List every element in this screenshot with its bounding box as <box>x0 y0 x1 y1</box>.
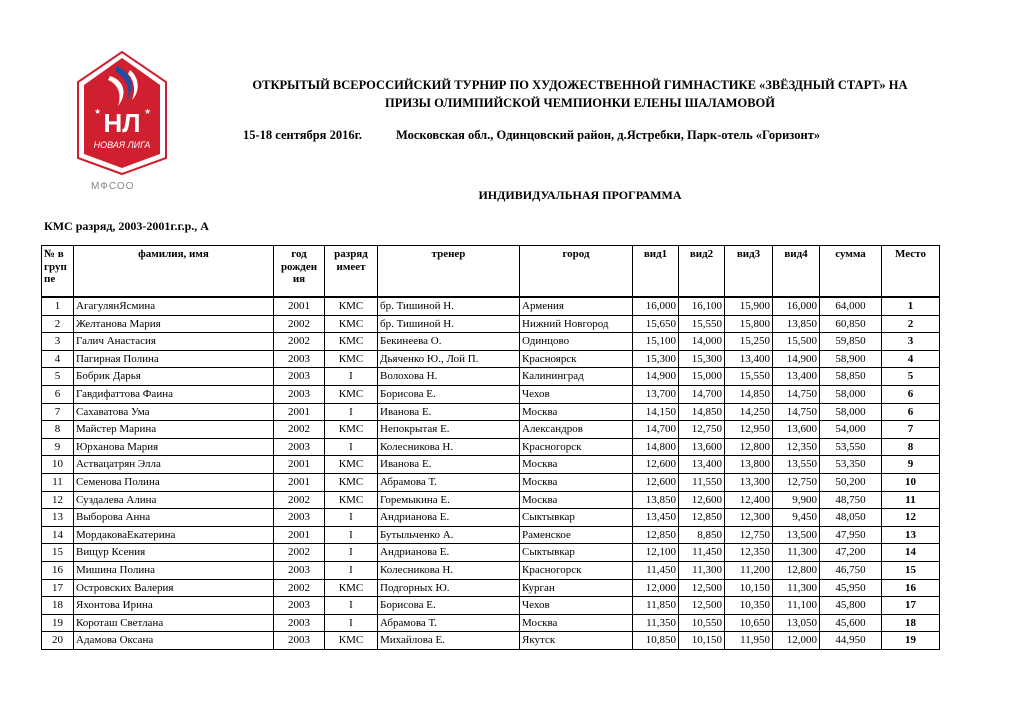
cell-event3: 14,250 <box>725 403 773 421</box>
cell-event2: 12,600 <box>679 491 725 509</box>
logo-subtitle: НОВАЯ ЛИГА <box>93 140 151 150</box>
table-row <box>42 350 940 368</box>
cell-rank: I <box>325 403 378 421</box>
col-total-header: сумма <box>820 246 882 298</box>
cell-birth-year: 2003 <box>274 350 325 368</box>
cell-name: Желтанова Мария <box>74 315 274 333</box>
cell-coach: Борисова Е. <box>378 597 520 615</box>
cell-name: Галич Анастасия <box>74 333 274 351</box>
cell-place: 3 <box>882 333 940 351</box>
cell-total: 60,850 <box>820 315 882 333</box>
cell-birth-year: 2001 <box>274 456 325 474</box>
cell-name: Майстер Марина <box>74 421 274 439</box>
cell-rank: КМС <box>325 385 378 403</box>
cell-event3: 13,300 <box>725 473 773 491</box>
cell-coach: Абрамова Т. <box>378 614 520 632</box>
cell-coach: Подгорных Ю. <box>378 579 520 597</box>
col-event3-header: вид3 <box>725 246 773 298</box>
cell-rank: I <box>325 438 378 456</box>
cell-city: Москва <box>520 456 633 474</box>
cell-event2: 14,700 <box>679 385 725 403</box>
cell-place: 11 <box>882 491 940 509</box>
cell-number: 1 <box>42 297 74 315</box>
cell-name: Семенова Полина <box>74 473 274 491</box>
cell-total: 53,550 <box>820 438 882 456</box>
cell-birth-year: 2003 <box>274 385 325 403</box>
cell-name: Адамова Оксана <box>74 632 274 650</box>
cell-birth-year: 2002 <box>274 315 325 333</box>
cell-event4: 12,750 <box>773 473 820 491</box>
cell-rank: КМС <box>325 350 378 368</box>
cell-name: Аствацатрян Элла <box>74 456 274 474</box>
cell-event3: 12,300 <box>725 509 773 527</box>
cell-number: 14 <box>42 526 74 544</box>
cell-place: 2 <box>882 315 940 333</box>
cell-event4: 13,550 <box>773 456 820 474</box>
cell-event4: 13,850 <box>773 315 820 333</box>
cell-rank: КМС <box>325 579 378 597</box>
cell-city: Москва <box>520 473 633 491</box>
cell-event3: 15,900 <box>725 297 773 315</box>
table-row <box>42 315 940 333</box>
cell-name: АгагулянЯсмина <box>74 297 274 315</box>
cell-birth-year: 2002 <box>274 544 325 562</box>
table-row <box>42 491 940 509</box>
cell-total: 59,850 <box>820 333 882 351</box>
col-place-header: Место <box>882 246 940 298</box>
cell-number: 17 <box>42 579 74 597</box>
cell-coach: Дьяченко Ю., Лой П. <box>378 350 520 368</box>
logo-org: МФСОО <box>91 181 135 192</box>
cell-place: 4 <box>882 350 940 368</box>
table-row <box>42 385 940 403</box>
cell-total: 50,200 <box>820 473 882 491</box>
cell-rank: КМС <box>325 632 378 650</box>
cell-event1: 12,600 <box>633 456 679 474</box>
cell-birth-year: 2001 <box>274 473 325 491</box>
cell-number: 15 <box>42 544 74 562</box>
cell-event2: 10,150 <box>679 632 725 650</box>
cell-event1: 14,700 <box>633 421 679 439</box>
table-row <box>42 333 940 351</box>
table-row <box>42 368 940 386</box>
cell-rank: КМС <box>325 491 378 509</box>
cell-event3: 10,350 <box>725 597 773 615</box>
cell-rank: I <box>325 614 378 632</box>
cell-coach: Михайлова Е. <box>378 632 520 650</box>
cell-name: Островских Валерия <box>74 579 274 597</box>
cell-city: Армения <box>520 297 633 315</box>
table-row <box>42 421 940 439</box>
cell-coach: Волохова Н. <box>378 368 520 386</box>
cell-event2: 15,000 <box>679 368 725 386</box>
dateline <box>243 128 820 143</box>
novaya-liga-logo <box>74 50 170 194</box>
cell-name: Пагирная Полина <box>74 350 274 368</box>
cell-birth-year: 2003 <box>274 438 325 456</box>
cell-place: 16 <box>882 579 940 597</box>
cell-rank: I <box>325 526 378 544</box>
cell-number: 20 <box>42 632 74 650</box>
cell-event3: 12,950 <box>725 421 773 439</box>
cell-rank: КМС <box>325 473 378 491</box>
category-label: КМС разряд, 2003-2001г.г.р., А <box>44 219 209 233</box>
cell-number: 5 <box>42 368 74 386</box>
cell-event1: 15,650 <box>633 315 679 333</box>
cell-total: 58,000 <box>820 385 882 403</box>
cell-name: МордаковаЕкатерина <box>74 526 274 544</box>
cell-event1: 12,850 <box>633 526 679 544</box>
results-table <box>41 245 940 650</box>
cell-coach: Непокрытая Е. <box>378 421 520 439</box>
cell-event4: 14,900 <box>773 350 820 368</box>
cell-event1: 12,100 <box>633 544 679 562</box>
cell-event4: 15,500 <box>773 333 820 351</box>
cell-city: Калининград <box>520 368 633 386</box>
col-coach-header: тренер <box>378 246 520 298</box>
cell-event3: 11,200 <box>725 561 773 579</box>
cell-place: 10 <box>882 473 940 491</box>
cell-place: 6 <box>882 385 940 403</box>
cell-name: Юрханова Мария <box>74 438 274 456</box>
cell-city: Красноярск <box>520 350 633 368</box>
cell-event4: 11,300 <box>773 579 820 597</box>
cell-event2: 8,850 <box>679 526 725 544</box>
cell-event1: 11,350 <box>633 614 679 632</box>
cell-event2: 15,550 <box>679 315 725 333</box>
cell-coach: Абрамова Т. <box>378 473 520 491</box>
cell-number: 19 <box>42 614 74 632</box>
cell-total: 47,950 <box>820 526 882 544</box>
cell-event2: 15,300 <box>679 350 725 368</box>
cell-coach: Андрианова Е. <box>378 509 520 527</box>
cell-name: Вищур Ксения <box>74 544 274 562</box>
cell-coach: Борисова Е. <box>378 385 520 403</box>
col-rank-header: разряд имеет <box>325 246 378 298</box>
cell-coach: Горемыкина Е. <box>378 491 520 509</box>
cell-name: Мишина Полина <box>74 561 274 579</box>
cell-place: 15 <box>882 561 940 579</box>
cell-event4: 12,800 <box>773 561 820 579</box>
cell-event2: 13,600 <box>679 438 725 456</box>
cell-birth-year: 2001 <box>274 297 325 315</box>
cell-birth-year: 2001 <box>274 403 325 421</box>
cell-place: 5 <box>882 368 940 386</box>
cell-name: Гавдифаттова Фаина <box>74 385 274 403</box>
cell-rank: I <box>325 561 378 579</box>
cell-event2: 12,500 <box>679 579 725 597</box>
cell-coach: Колесникова Н. <box>378 438 520 456</box>
cell-city: Якутск <box>520 632 633 650</box>
col-number-header: № в груп пе <box>42 246 74 298</box>
cell-rank: КМС <box>325 297 378 315</box>
cell-event1: 12,000 <box>633 579 679 597</box>
cell-name: Яхонтова Ирина <box>74 597 274 615</box>
cell-city: Красногорск <box>520 438 633 456</box>
cell-number: 13 <box>42 509 74 527</box>
cell-event3: 10,150 <box>725 579 773 597</box>
cell-event3: 13,800 <box>725 456 773 474</box>
cell-total: 64,000 <box>820 297 882 315</box>
cell-birth-year: 2002 <box>274 333 325 351</box>
cell-event1: 15,100 <box>633 333 679 351</box>
cell-number: 16 <box>42 561 74 579</box>
cell-place: 6 <box>882 403 940 421</box>
cell-city: Чехов <box>520 597 633 615</box>
cell-name: Короташ Светлана <box>74 614 274 632</box>
cell-event4: 11,100 <box>773 597 820 615</box>
cell-event1: 13,850 <box>633 491 679 509</box>
cell-event2: 11,550 <box>679 473 725 491</box>
cell-city: Красногорск <box>520 561 633 579</box>
cell-event1: 11,450 <box>633 561 679 579</box>
cell-rank: КМС <box>325 333 378 351</box>
event-dates: 15-18 сентября 2016г. <box>243 128 362 142</box>
cell-place: 7 <box>882 421 940 439</box>
cell-event1: 11,850 <box>633 597 679 615</box>
cell-number: 11 <box>42 473 74 491</box>
page-title <box>180 76 980 112</box>
cell-place: 19 <box>882 632 940 650</box>
title-line-2: ПРИЗЫ ОЛИМПИЙСКОЙ ЧЕМПИОНКИ ЕЛЕНЫ ШАЛАМОВОЙ <box>385 96 775 110</box>
cell-event4: 13,400 <box>773 368 820 386</box>
cell-event4: 16,000 <box>773 297 820 315</box>
col-city-header: город <box>520 246 633 298</box>
cell-event3: 11,950 <box>725 632 773 650</box>
cell-event2: 11,450 <box>679 544 725 562</box>
cell-rank: I <box>325 509 378 527</box>
cell-birth-year: 2003 <box>274 561 325 579</box>
col-event4-header: вид4 <box>773 246 820 298</box>
cell-number: 3 <box>42 333 74 351</box>
col-birth-year-header: год рожден ия <box>274 246 325 298</box>
cell-place: 9 <box>882 456 940 474</box>
cell-event4: 12,350 <box>773 438 820 456</box>
title-line-1: ОТКРЫТЫЙ ВСЕРОССИЙСКИЙ ТУРНИР ПО ХУДОЖЕСТВЕННОЙ ГИМНАСТИКЕ «ЗВЁЗДНЫЙ СТАРТ» НА <box>252 78 908 92</box>
logo-letters: НЛ <box>103 108 141 138</box>
cell-rank: КМС <box>325 456 378 474</box>
cell-event2: 13,400 <box>679 456 725 474</box>
cell-number: 10 <box>42 456 74 474</box>
cell-event3: 12,800 <box>725 438 773 456</box>
cell-total: 58,000 <box>820 403 882 421</box>
cell-coach: Колесникова Н. <box>378 561 520 579</box>
table-row <box>42 614 940 632</box>
cell-name: Суздалева Алина <box>74 491 274 509</box>
cell-number: 7 <box>42 403 74 421</box>
cell-event1: 14,900 <box>633 368 679 386</box>
cell-event3: 15,550 <box>725 368 773 386</box>
cell-event3: 10,650 <box>725 614 773 632</box>
cell-total: 48,750 <box>820 491 882 509</box>
cell-event3: 12,400 <box>725 491 773 509</box>
cell-event4: 9,900 <box>773 491 820 509</box>
cell-coach: Иванова Е. <box>378 456 520 474</box>
cell-coach: бр. Тишиной Н. <box>378 297 520 315</box>
table-row <box>42 509 940 527</box>
cell-event2: 16,100 <box>679 297 725 315</box>
cell-city: Москва <box>520 403 633 421</box>
cell-number: 8 <box>42 421 74 439</box>
cell-rank: I <box>325 597 378 615</box>
cell-birth-year: 2003 <box>274 368 325 386</box>
table-row <box>42 456 940 474</box>
cell-event1: 14,150 <box>633 403 679 421</box>
cell-event3: 13,400 <box>725 350 773 368</box>
cell-city: Чехов <box>520 385 633 403</box>
cell-total: 45,800 <box>820 597 882 615</box>
cell-birth-year: 2003 <box>274 632 325 650</box>
cell-birth-year: 2002 <box>274 491 325 509</box>
cell-event2: 11,300 <box>679 561 725 579</box>
cell-event1: 10,850 <box>633 632 679 650</box>
cell-place: 17 <box>882 597 940 615</box>
cell-event4: 14,750 <box>773 385 820 403</box>
program-title: ИНДИВИДУАЛЬНАЯ ПРОГРАММА <box>478 188 682 202</box>
cell-event4: 13,600 <box>773 421 820 439</box>
cell-event4: 13,050 <box>773 614 820 632</box>
table-row <box>42 561 940 579</box>
cell-birth-year: 2003 <box>274 509 325 527</box>
cell-coach: Андрианова Е. <box>378 544 520 562</box>
cell-city: Александров <box>520 421 633 439</box>
cell-name: Выборова Анна <box>74 509 274 527</box>
table-row <box>42 544 940 562</box>
cell-event1: 14,800 <box>633 438 679 456</box>
star-icon: ★ <box>144 107 152 116</box>
cell-event4: 13,500 <box>773 526 820 544</box>
cell-event2: 12,500 <box>679 597 725 615</box>
cell-city: Сыктывкар <box>520 509 633 527</box>
cell-total: 45,600 <box>820 614 882 632</box>
cell-event1: 13,450 <box>633 509 679 527</box>
cell-number: 6 <box>42 385 74 403</box>
cell-city: Сыктывкар <box>520 544 633 562</box>
cell-place: 18 <box>882 614 940 632</box>
cell-coach: Иванова Е. <box>378 403 520 421</box>
cell-birth-year: 2002 <box>274 421 325 439</box>
table-row <box>42 473 940 491</box>
table-row <box>42 579 940 597</box>
cell-number: 2 <box>42 315 74 333</box>
cell-coach: Бутыльченко А. <box>378 526 520 544</box>
cell-event1: 13,700 <box>633 385 679 403</box>
cell-rank: I <box>325 368 378 386</box>
cell-city: Москва <box>520 491 633 509</box>
table-header-row <box>42 246 940 298</box>
cell-city: Одинцово <box>520 333 633 351</box>
cell-event3: 15,800 <box>725 315 773 333</box>
cell-birth-year: 2002 <box>274 579 325 597</box>
cell-rank: I <box>325 544 378 562</box>
cell-event3: 12,750 <box>725 526 773 544</box>
cell-event2: 12,750 <box>679 421 725 439</box>
cell-coach: бр. Тишиной Н. <box>378 315 520 333</box>
cell-city: Москва <box>520 614 633 632</box>
event-venue: Московская обл., Одинцовский район, д.Ястребки, Парк-отель «Горизонт» <box>395 128 821 142</box>
cell-total: 45,950 <box>820 579 882 597</box>
cell-total: 58,850 <box>820 368 882 386</box>
cell-birth-year: 2001 <box>274 526 325 544</box>
cell-rank: КМС <box>325 421 378 439</box>
star-icon: ★ <box>94 107 102 116</box>
cell-place: 12 <box>882 509 940 527</box>
cell-number: 12 <box>42 491 74 509</box>
cell-place: 14 <box>882 544 940 562</box>
cell-place: 8 <box>882 438 940 456</box>
table-row <box>42 438 940 456</box>
cell-total: 47,200 <box>820 544 882 562</box>
table-row <box>42 297 940 315</box>
col-event1-header: вид1 <box>633 246 679 298</box>
cell-event3: 12,350 <box>725 544 773 562</box>
table-row <box>42 597 940 615</box>
cell-event1: 12,600 <box>633 473 679 491</box>
cell-place: 13 <box>882 526 940 544</box>
cell-event4: 11,300 <box>773 544 820 562</box>
cell-city: Курган <box>520 579 633 597</box>
cell-total: 53,350 <box>820 456 882 474</box>
cell-coach: Бекинеева О. <box>378 333 520 351</box>
cell-total: 48,050 <box>820 509 882 527</box>
cell-city: Раменское <box>520 526 633 544</box>
cell-total: 54,000 <box>820 421 882 439</box>
cell-event4: 14,750 <box>773 403 820 421</box>
cell-total: 44,950 <box>820 632 882 650</box>
cell-birth-year: 2003 <box>274 597 325 615</box>
cell-city: Нижний Новгород <box>520 315 633 333</box>
cell-number: 18 <box>42 597 74 615</box>
cell-event4: 12,000 <box>773 632 820 650</box>
table-row <box>42 632 940 650</box>
cell-event1: 15,300 <box>633 350 679 368</box>
cell-number: 9 <box>42 438 74 456</box>
cell-event2: 12,850 <box>679 509 725 527</box>
cell-name: Бобрик Дарья <box>74 368 274 386</box>
table-row <box>42 403 940 421</box>
cell-name: Сахаватова Ума <box>74 403 274 421</box>
table-row <box>42 526 940 544</box>
cell-event2: 14,850 <box>679 403 725 421</box>
cell-event3: 14,850 <box>725 385 773 403</box>
col-name-header: фамилия, имя <box>74 246 274 298</box>
cell-place: 1 <box>882 297 940 315</box>
cell-birth-year: 2003 <box>274 614 325 632</box>
cell-event2: 10,550 <box>679 614 725 632</box>
cell-event1: 16,000 <box>633 297 679 315</box>
cell-event2: 14,000 <box>679 333 725 351</box>
cell-total: 58,900 <box>820 350 882 368</box>
cell-rank: КМС <box>325 315 378 333</box>
cell-number: 4 <box>42 350 74 368</box>
cell-event3: 15,250 <box>725 333 773 351</box>
col-event2-header: вид2 <box>679 246 725 298</box>
cell-total: 46,750 <box>820 561 882 579</box>
cell-event4: 9,450 <box>773 509 820 527</box>
